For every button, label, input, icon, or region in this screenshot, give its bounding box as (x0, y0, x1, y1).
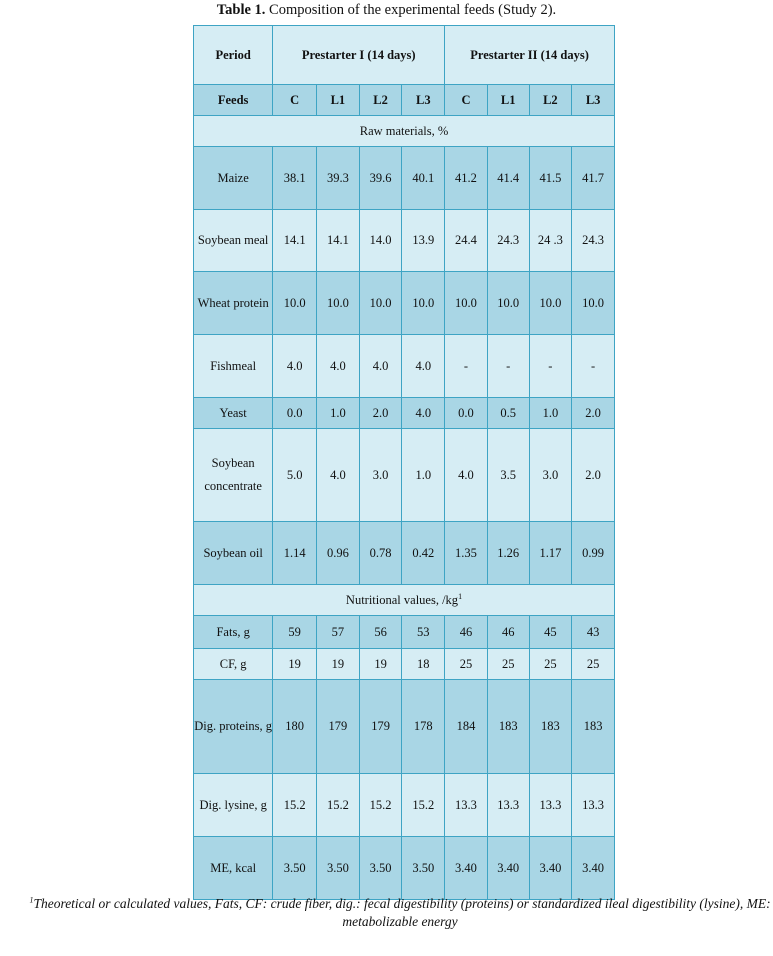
table-row (194, 616, 615, 649)
table-row (194, 522, 615, 585)
table-cell: 40.1 (402, 147, 445, 210)
table-cell: 24.3 (572, 210, 615, 272)
table-cell: 180 (273, 680, 317, 774)
table-cell: 178 (402, 680, 445, 774)
table-row (194, 272, 615, 335)
table-cell: 10.0 (445, 272, 488, 335)
table-cell: 39.6 (359, 147, 402, 210)
table-cell: 46 (487, 616, 529, 649)
table-cell: 10.0 (572, 272, 615, 335)
table-cell: 15.2 (359, 774, 402, 837)
table-cell: 183 (572, 680, 615, 774)
table-cell: 2.0 (359, 398, 402, 429)
row-label: Soybean meal (194, 210, 273, 272)
table-cell: 4.0 (402, 335, 445, 398)
table-cell: 41.4 (487, 147, 529, 210)
table-cell: - (487, 335, 529, 398)
row-label: Dig. lysine, g (194, 774, 273, 837)
table-cell: 3.0 (529, 429, 572, 522)
table-cell: 3.40 (572, 837, 615, 900)
row-label: Soybean oil (194, 522, 273, 585)
table-cell: 25 (572, 649, 615, 680)
table-cell: 24 .3 (529, 210, 572, 272)
table-cell: 10.0 (359, 272, 402, 335)
table-cell: 14.1 (273, 210, 317, 272)
feeds-table (193, 25, 615, 900)
table-cell: 19 (273, 649, 317, 680)
table-cell: 53 (402, 616, 445, 649)
table-cell: 41.5 (529, 147, 572, 210)
feed-header: L3 (402, 85, 445, 116)
table-cell: 1.17 (529, 522, 572, 585)
table-cell: 3.50 (317, 837, 360, 900)
table-caption (0, 2, 773, 19)
table-cell: 18 (402, 649, 445, 680)
table-cell: 41.7 (572, 147, 615, 210)
table-cell: 24.3 (487, 210, 529, 272)
table-row (194, 680, 615, 774)
feed-header: C (445, 85, 488, 116)
table-cell: 3.40 (529, 837, 572, 900)
table-cell: 10.0 (487, 272, 529, 335)
table-cell: 56 (359, 616, 402, 649)
table-cell: 25 (529, 649, 572, 680)
table-cell: 13.3 (487, 774, 529, 837)
table-row (194, 147, 615, 210)
row-label: ME, kcal (194, 837, 273, 900)
table-cell: 0.96 (317, 522, 360, 585)
table-cell: 10.0 (402, 272, 445, 335)
row-label: Yeast (194, 398, 273, 429)
table-row (194, 335, 615, 398)
table-cell: 1.0 (402, 429, 445, 522)
row-label: CF, g (194, 649, 273, 680)
table-cell: 183 (487, 680, 529, 774)
table-cell: 0.5 (487, 398, 529, 429)
table-cell: 1.14 (273, 522, 317, 585)
period-1-header: Prestarter I (14 days) (273, 26, 445, 85)
table-cell: 0.42 (402, 522, 445, 585)
table-cell: 179 (317, 680, 360, 774)
table-row (194, 649, 615, 680)
row-label: Soybean concentrate (194, 429, 273, 522)
table-cell: 39.3 (317, 147, 360, 210)
table-cell: 3.50 (402, 837, 445, 900)
table-cell: 25 (487, 649, 529, 680)
table-cell: 179 (359, 680, 402, 774)
table-cell: 183 (529, 680, 572, 774)
row-label: Fishmeal (194, 335, 273, 398)
table-cell: 184 (445, 680, 488, 774)
row-label: Dig. proteins, g (194, 680, 273, 774)
section-raw-row (194, 116, 615, 147)
feed-header: L2 (359, 85, 402, 116)
table-cell: 4.0 (445, 429, 488, 522)
table-cell: 45 (529, 616, 572, 649)
section-nutr-footnote-marker: 1 (458, 591, 463, 601)
table-cell: 1.35 (445, 522, 488, 585)
table-cell: 14.0 (359, 210, 402, 272)
table-cell: 0.78 (359, 522, 402, 585)
section-nutritional-values (194, 585, 615, 616)
section-raw-materials: Raw materials, % (194, 116, 615, 147)
table-cell: 15.2 (402, 774, 445, 837)
table-cell: 59 (273, 616, 317, 649)
table-row (194, 210, 615, 272)
table-cell: 15.2 (273, 774, 317, 837)
table-cell: - (445, 335, 488, 398)
table-cell: - (572, 335, 615, 398)
table-cell: 13.9 (402, 210, 445, 272)
row-label: Fats, g (194, 616, 273, 649)
table-cell: 38.1 (273, 147, 317, 210)
table-cell: 14.1 (317, 210, 360, 272)
table-cell: 4.0 (317, 335, 360, 398)
feed-header: L1 (317, 85, 360, 116)
table-footnote (20, 895, 773, 931)
row-label: Wheat protein (194, 272, 273, 335)
table-cell: 4.0 (317, 429, 360, 522)
table-cell: 1.0 (317, 398, 360, 429)
feed-header: L3 (572, 85, 615, 116)
table-cell: 3.0 (359, 429, 402, 522)
table-cell: 1.0 (529, 398, 572, 429)
footnote-marker: 1 (29, 895, 34, 905)
caption-text: Composition of the experimental feeds (Study 2). (265, 2, 557, 18)
section-nutr-row (194, 585, 615, 616)
table-cell: 4.0 (273, 335, 317, 398)
table-cell: 3.40 (487, 837, 529, 900)
feed-header: L2 (529, 85, 572, 116)
period-2-header: Prestarter II (14 days) (445, 26, 615, 85)
row-label: Maize (194, 147, 273, 210)
table-cell: 25 (445, 649, 488, 680)
table-cell: 15.2 (317, 774, 360, 837)
caption-label: Table 1. (216, 2, 266, 18)
table-cell: - (529, 335, 572, 398)
table-cell: 13.3 (445, 774, 488, 837)
table-cell: 43 (572, 616, 615, 649)
table-cell: 2.0 (572, 398, 615, 429)
header-feeds-row (194, 85, 615, 116)
table-cell: 0.99 (572, 522, 615, 585)
table-cell: 2.0 (572, 429, 615, 522)
table-cell: 4.0 (402, 398, 445, 429)
table-cell: 4.0 (359, 335, 402, 398)
table-cell: 5.0 (273, 429, 317, 522)
table-cell: 19 (317, 649, 360, 680)
feed-header: L1 (487, 85, 529, 116)
table-cell: 41.2 (445, 147, 488, 210)
table-cell: 1.26 (487, 522, 529, 585)
feeds-label: Feeds (194, 85, 273, 116)
header-period-row (194, 26, 615, 85)
table-cell: 0.0 (273, 398, 317, 429)
table-cell: 0.0 (445, 398, 488, 429)
period-label: Period (194, 26, 273, 85)
table-cell: 46 (445, 616, 488, 649)
table-cell: 3.5 (487, 429, 529, 522)
table-cell: 10.0 (317, 272, 360, 335)
table-row (194, 429, 615, 522)
feed-header: C (273, 85, 317, 116)
table-cell: 3.40 (445, 837, 488, 900)
table-cell: 24.4 (445, 210, 488, 272)
table-cell: 13.3 (572, 774, 615, 837)
section-nutr-text: Nutritional values, /kg (345, 592, 459, 607)
table-cell: 13.3 (529, 774, 572, 837)
footnote-text: Theoretical or calculated values, Fats, CF: crude fiber, dig.: fecal digestibility (proteins) or standardized ileal digestibility (lysine), ME: metabolizable energy (33, 896, 771, 929)
table-cell: 19 (359, 649, 402, 680)
table-cell: 57 (317, 616, 360, 649)
table-cell: 3.50 (273, 837, 317, 900)
table-cell: 3.50 (359, 837, 402, 900)
table-row (194, 774, 615, 837)
table-cell: 10.0 (529, 272, 572, 335)
table-cell: 10.0 (273, 272, 317, 335)
table-row (194, 837, 615, 900)
table-row (194, 398, 615, 429)
